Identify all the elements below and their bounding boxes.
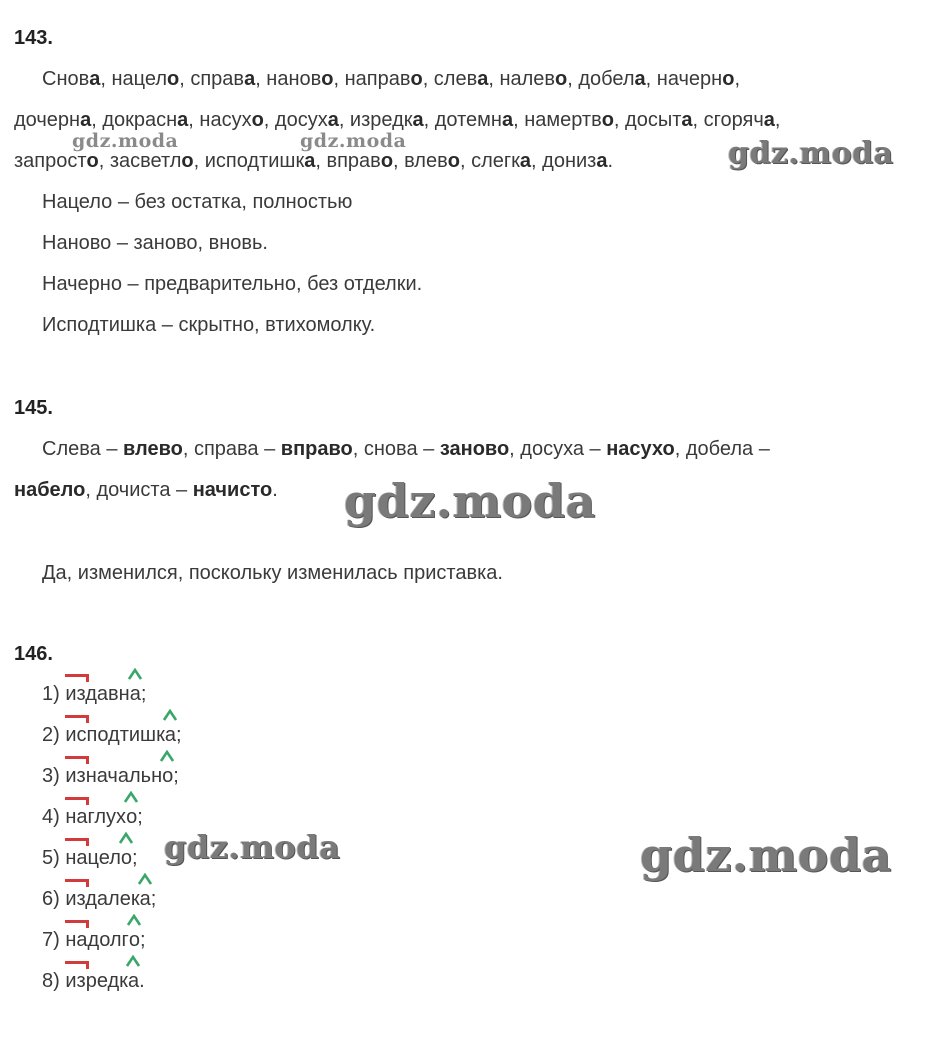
word-middle: глух (87, 806, 127, 828)
watermark-small-2: gdz.moda (300, 130, 407, 152)
item-word (65, 683, 146, 706)
suffix-mark-icon (138, 873, 152, 885)
word-prefix: из (65, 765, 86, 787)
suffix-mark-icon (163, 709, 177, 721)
prefix-mark-icon (65, 961, 89, 969)
prefix-mark-icon (65, 838, 89, 846)
word-punct: ; (132, 847, 138, 869)
word-punct: ; (140, 683, 147, 705)
suffix-mark-icon (126, 955, 140, 967)
word-suffix: а (129, 683, 141, 705)
watermark-inline-143: gdz.moda (728, 136, 894, 171)
word-middle: начальн (85, 765, 163, 787)
word-suffix: о (162, 765, 174, 787)
ex143-definition-4: Исподтишка – скрытно, втихомолку. (42, 314, 376, 336)
watermark-small-1: gdz.moda (72, 130, 179, 152)
ex143-line-2: дочерна, докрасна, насухо, досуха, изредка, дотемна, намертво, досыта, сгоряча, (14, 109, 781, 131)
ex146-item (42, 929, 146, 952)
prefix-mark-icon (65, 674, 89, 682)
word-prefix: из (65, 970, 86, 992)
word-punct: ; (137, 806, 143, 828)
ex146-item (42, 847, 138, 870)
item-number: 2) (42, 724, 60, 746)
item-word (65, 847, 137, 870)
suffix-mark-icon (128, 668, 142, 680)
word-prefix: ис (65, 724, 87, 746)
ex145-line-2: набело, дочиста – начисто. (14, 479, 278, 501)
word-suffix: а (139, 888, 151, 910)
item-word (65, 724, 181, 747)
watermark-146-inline: gdz.moda (164, 828, 341, 866)
prefix-mark-icon (65, 756, 89, 764)
item-number: 6) (42, 888, 60, 910)
ex143-definition-2: Наново – заново, вновь. (42, 232, 268, 254)
item-number: 8) (42, 970, 60, 992)
word-middle: давн (85, 683, 130, 705)
ex146-item (42, 888, 156, 911)
ex146-item (42, 970, 145, 993)
item-number: 7) (42, 929, 60, 951)
word-punct: ; (150, 888, 157, 910)
word-suffix: о (128, 929, 140, 951)
prefix-mark-icon (65, 715, 89, 723)
word-prefix: из (65, 683, 86, 705)
watermark-large-145: gdz.moda (344, 474, 596, 528)
word-prefix: на (65, 847, 88, 869)
word-suffix: о (120, 847, 133, 869)
item-word (65, 888, 156, 911)
word-middle: редк (85, 970, 128, 992)
suffix-mark-icon (127, 914, 141, 926)
item-word (65, 970, 144, 993)
word-punct: ; (139, 929, 146, 951)
suffix-mark-icon (160, 750, 174, 762)
word-middle: подтишк (86, 724, 165, 746)
exercise-145-number: 145. (14, 397, 53, 419)
ex143-line-3: запросто, засветло, исподтишка, вправо, влево, слегка, дониза. (14, 150, 614, 172)
prefix-mark-icon (65, 797, 89, 805)
ex143-definition-3: Начерно – предварительно, без отделки. (42, 273, 423, 295)
item-number: 5) (42, 847, 60, 869)
word-punct: ; (175, 724, 182, 746)
exercise-146-number: 146. (14, 643, 53, 665)
suffix-mark-icon (119, 832, 133, 844)
word-punct: . (139, 970, 145, 992)
item-word (65, 765, 178, 788)
ex143-line-1: Снова, нацело, справа, наново, направо, слева, налево, добела, начерно, (42, 68, 740, 90)
word-middle: далек (85, 888, 140, 910)
item-number: 3) (42, 765, 60, 787)
word-punct: ; (173, 765, 179, 787)
ex146-item (42, 683, 146, 706)
word-middle: цел (87, 847, 121, 869)
ex146-item (42, 765, 179, 788)
prefix-mark-icon (65, 920, 89, 928)
word-middle: долг (87, 929, 129, 951)
ex145-line-1: Слева – влево, справа – вправо, снова – заново, досуха – насухо, добела – (42, 438, 770, 460)
word-suffix: а (164, 724, 176, 746)
exercise-143-number: 143. (14, 27, 53, 49)
word-prefix: на (65, 806, 88, 828)
prefix-mark-icon (65, 879, 89, 887)
ex146-item (42, 724, 182, 747)
ex145-answer: Да, изменился, поскольку изменилась приставка. (42, 562, 503, 584)
watermark-146-right: gdz.moda (640, 828, 892, 882)
item-word (65, 929, 145, 952)
word-suffix: о (126, 806, 138, 828)
ex143-definition-1: Нацело – без остатка, полностью (42, 191, 353, 213)
word-suffix: а (127, 970, 140, 992)
word-prefix: на (65, 929, 88, 951)
suffix-mark-icon (124, 791, 138, 803)
item-number: 1) (42, 683, 60, 705)
item-word (65, 806, 142, 829)
item-number: 4) (42, 806, 60, 828)
ex146-item (42, 806, 143, 829)
word-prefix: из (65, 888, 86, 910)
